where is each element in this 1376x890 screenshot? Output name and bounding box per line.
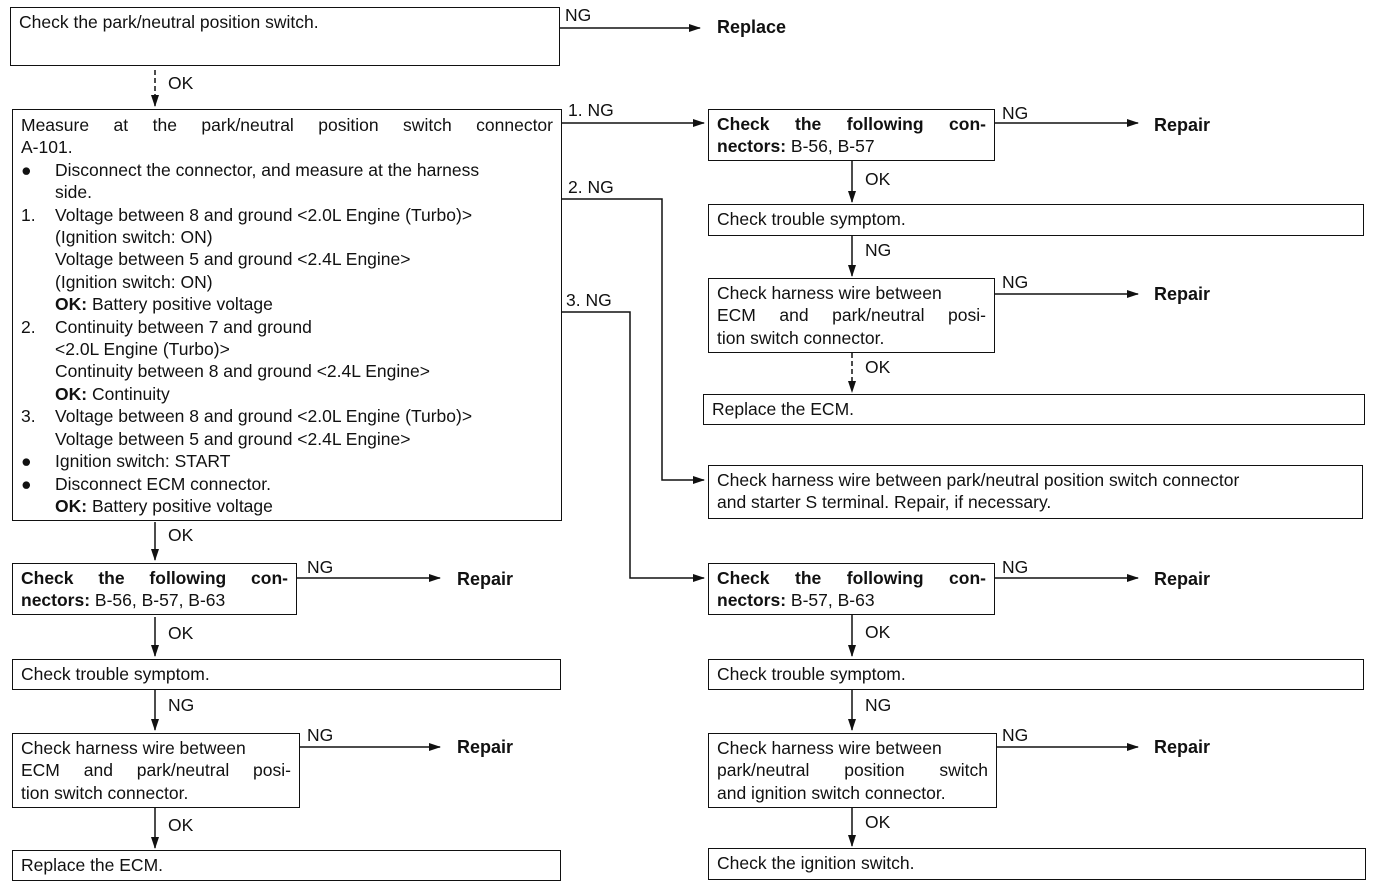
replace-ecm-text: Replace the ECM.	[712, 399, 855, 419]
connectors-line	[717, 135, 986, 157]
terminal-repair: Repair	[457, 569, 514, 589]
bullet-glyph: ●	[21, 451, 32, 472]
bullet-glyph: ●	[21, 473, 32, 494]
ok-label: OK:	[55, 495, 88, 516]
connectors-label: nectors:	[717, 590, 787, 611]
r1-harness-box	[708, 278, 995, 353]
ok-criterion	[21, 383, 553, 405]
harness-text: tion switch connector.	[21, 782, 189, 803]
connectors-list: B-56, B-57, B-63	[94, 590, 226, 611]
bullet-text: Disconnect ECM connector.	[55, 473, 271, 494]
label-ng: NG	[1002, 725, 1029, 745]
terminal-replace: Replace	[717, 17, 787, 37]
ignition-text: Check the ignition switch.	[717, 853, 915, 873]
harness-text: Check harness wire between park/neutral position switch connector	[717, 470, 1240, 490]
item-1	[21, 204, 553, 226]
label-ng: NG	[307, 557, 334, 577]
item-text: Voltage between 5 and ground <2.4L Engine>	[55, 428, 411, 449]
bullet-ecm	[21, 473, 553, 495]
connectors-label: nectors:	[21, 590, 91, 611]
harness-text: Check harness wire between	[717, 738, 942, 758]
label-ng: NG	[865, 695, 892, 715]
connectors-list: B-57, B-63	[790, 590, 875, 611]
r3-trouble-box	[708, 659, 1364, 690]
connectors-line	[21, 589, 288, 611]
label-ng-1: 1. NG	[568, 100, 614, 120]
label-ng: NG	[565, 5, 592, 25]
label-ng: NG	[1002, 272, 1029, 292]
connectors-heading: Check the following con-	[717, 568, 986, 588]
connectors-heading: Check the following con-	[717, 114, 986, 134]
connectors-line	[717, 589, 986, 611]
label-ok: OK	[865, 357, 891, 377]
label-ng-2: 2. NG	[568, 177, 614, 197]
measure-box	[12, 109, 562, 521]
replace-ecm-text: Replace the ECM.	[21, 855, 164, 875]
connectors-list: B-56, B-57	[790, 136, 875, 157]
connectors-label: nectors:	[717, 136, 787, 157]
measure-connector: A-101.	[21, 137, 73, 158]
item-text: <2.0L Engine (Turbo)>	[55, 339, 230, 360]
harness-text: Check harness wire between	[21, 738, 246, 758]
arrow-ng2	[562, 199, 704, 480]
bullet-text: Disconnect the connector, and measure at the harness	[55, 159, 480, 180]
trouble-text: Check trouble symptom.	[717, 664, 906, 684]
item-text: Continuity between 8 and ground <2.4L Engine>	[55, 361, 430, 382]
label-ng: NG	[168, 695, 195, 715]
r2-harness-box	[708, 465, 1363, 519]
harness-text: ECM and park/neutral posi-	[21, 760, 291, 781]
trouble-text: Check trouble symptom.	[21, 664, 210, 684]
label-ng: NG	[307, 725, 334, 745]
bullet-disconnect-cont: side.	[55, 182, 92, 203]
ok-value: Battery positive voltage	[91, 495, 273, 516]
measure-intro: Measure at the park/neutral position switch connector	[21, 115, 553, 135]
r3-connectors-box	[708, 563, 995, 615]
check-switch-box	[10, 7, 560, 66]
r1-connectors-box	[708, 109, 995, 161]
item-number: 1.	[21, 204, 36, 225]
left-trouble-box	[12, 659, 561, 690]
ok-value: Continuity	[91, 383, 170, 404]
trouble-text: Check trouble symptom.	[717, 209, 906, 229]
label-ok: OK	[168, 525, 194, 545]
bullet-disconnect	[21, 159, 553, 181]
r1-replace-ecm-box	[703, 394, 1365, 425]
item-number: 2.	[21, 316, 36, 337]
bullet-text: Ignition switch: START	[55, 451, 231, 472]
item-text: (Ignition switch: ON)	[55, 227, 213, 248]
label-ng: NG	[1002, 103, 1029, 123]
label-ng-3: 3. NG	[566, 290, 612, 310]
harness-text: ECM and park/neutral posi-	[717, 305, 986, 326]
terminal-repair: Repair	[1154, 737, 1211, 757]
terminal-repair: Repair	[457, 737, 514, 757]
label-ok: OK	[865, 169, 891, 189]
left-connectors-box	[12, 563, 297, 615]
left-replace-ecm-box	[12, 850, 561, 881]
item-text: Voltage between 8 and ground <2.0L Engine (Turbo)>	[55, 406, 473, 427]
item-text: Voltage between 8 and ground <2.0L Engine (Turbo)>	[55, 204, 473, 225]
r1-trouble-box	[708, 204, 1364, 236]
ok-label: OK:	[55, 294, 88, 315]
ok-criterion	[21, 293, 553, 315]
harness-text: and starter S terminal. Repair, if necessary.	[717, 492, 1052, 513]
connectors-heading: Check the following con-	[21, 568, 288, 588]
item-3	[21, 405, 553, 427]
ok-criterion	[21, 495, 553, 517]
item-text: Voltage between 5 and ground <2.4L Engine>	[55, 249, 411, 270]
label-ok: OK	[168, 815, 194, 835]
check-switch-text: Check the park/neutral position switch.	[19, 12, 319, 32]
item-number: 3.	[21, 406, 36, 427]
item-text: (Ignition switch: ON)	[55, 271, 213, 292]
label-ok: OK	[865, 812, 891, 832]
harness-text: park/neutral position switch	[717, 760, 988, 781]
harness-text: Check harness wire between	[717, 283, 942, 303]
label-ok: OK	[865, 622, 891, 642]
item-2	[21, 316, 553, 338]
item-text: Continuity between 7 and ground	[55, 316, 312, 337]
harness-text: and ignition switch connector.	[717, 782, 946, 803]
label-ok: OK	[168, 73, 194, 93]
ok-value: Battery positive voltage	[91, 294, 273, 315]
arrow-ng3	[562, 312, 704, 578]
r3-harness-box	[708, 733, 997, 808]
bullet-glyph: ●	[21, 159, 32, 180]
terminal-repair: Repair	[1154, 284, 1211, 304]
terminal-repair: Repair	[1154, 115, 1211, 135]
label-ng: NG	[865, 240, 892, 260]
left-harness-box	[12, 733, 300, 808]
terminal-repair: Repair	[1154, 569, 1211, 589]
label-ok: OK	[168, 623, 194, 643]
label-ng: NG	[1002, 557, 1029, 577]
ok-label: OK:	[55, 383, 88, 404]
harness-text: tion switch connector.	[717, 327, 885, 348]
r3-ignition-box	[708, 848, 1366, 880]
bullet-ignition	[21, 450, 553, 472]
